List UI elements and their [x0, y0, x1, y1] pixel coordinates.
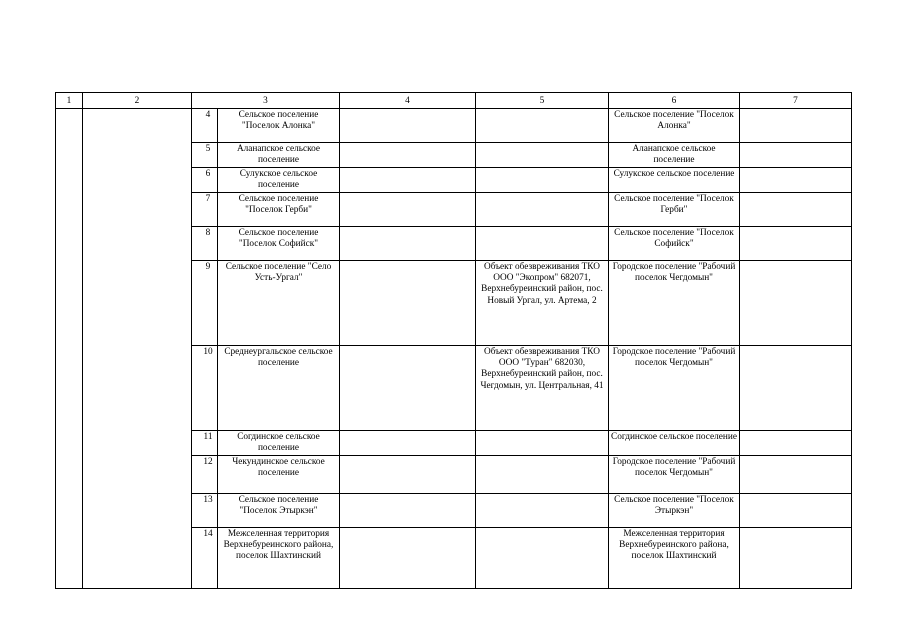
- settlement-name: Согдинское сельское поселение: [218, 431, 340, 456]
- col6-cell: Сельское поселение "Поселок Алонка": [609, 109, 740, 143]
- col2-merged-cell: [83, 109, 192, 589]
- col7-cell: [740, 261, 852, 346]
- row-number: 8: [192, 227, 218, 261]
- col7-cell: [740, 431, 852, 456]
- col6-cell: Городское поселение "Рабочий поселок Чегдомын": [609, 346, 740, 431]
- col7-cell: [740, 193, 852, 227]
- col5-cell: [476, 431, 609, 456]
- col7-cell: [740, 494, 852, 528]
- header-cell-2: 2: [83, 93, 192, 109]
- header-cell-5: 5: [476, 93, 609, 109]
- row-number: 14: [192, 528, 218, 589]
- col7-cell: [740, 109, 852, 143]
- col6-cell: Согдинское сельское поселение: [609, 431, 740, 456]
- col7-cell: [740, 143, 852, 168]
- row-number: 10: [192, 346, 218, 431]
- header-cell-4: 4: [340, 93, 476, 109]
- settlement-name: Аланапское сельское поселение: [218, 143, 340, 168]
- settlement-name: Сельское поселение "Поселок Софийск": [218, 227, 340, 261]
- row-number: 7: [192, 193, 218, 227]
- table-row: [56, 109, 852, 143]
- col5-cell: [476, 528, 609, 589]
- settlement-name: Сельское поселение "Поселок Герби": [218, 193, 340, 227]
- municipal-table: [55, 92, 852, 589]
- row-number: 11: [192, 431, 218, 456]
- col5-cell: [476, 227, 609, 261]
- col4-cell: [340, 143, 476, 168]
- col6-cell: Городское поселение "Рабочий поселок Чегдомын": [609, 261, 740, 346]
- settlement-name: Чекундинское сельское поселение: [218, 456, 340, 494]
- col6-cell: Аланапское сельское поселение: [609, 143, 740, 168]
- row-number: 9: [192, 261, 218, 346]
- col6-cell: Сельское поселение "Поселок Софийск": [609, 227, 740, 261]
- col5-cell: [476, 143, 609, 168]
- row-number: 12: [192, 456, 218, 494]
- settlement-name: Межселенная территория Верхнебуреинского района, поселок Шахтинский: [218, 528, 340, 589]
- col4-cell: [340, 431, 476, 456]
- settlement-name: Сельское поселение "Поселок Алонка": [218, 109, 340, 143]
- col6-cell: Сельское поселение "Поселок Этыркэн": [609, 494, 740, 528]
- header-cell-6: 6: [609, 93, 740, 109]
- col4-cell: [340, 456, 476, 494]
- col6-cell: Городское поселение "Рабочий поселок Чегдомын": [609, 456, 740, 494]
- header-row: [56, 93, 852, 109]
- settlement-name: Среднеургальское сельское поселение: [218, 346, 340, 431]
- col7-cell: [740, 528, 852, 589]
- col5-cell: [476, 109, 609, 143]
- col4-cell: [340, 193, 476, 227]
- col5-cell: [476, 193, 609, 227]
- col4-cell: [340, 109, 476, 143]
- col5-cell: [476, 168, 609, 193]
- col4-cell: [340, 346, 476, 431]
- header-cell-7: 7: [740, 93, 852, 109]
- col6-cell: Межселенная территория Верхнебуреинского района, поселок Шахтинский: [609, 528, 740, 589]
- col4-cell: [340, 261, 476, 346]
- col5-cell: [476, 494, 609, 528]
- row-number: 5: [192, 143, 218, 168]
- col6-cell: Сулукское сельское поселение: [609, 168, 740, 193]
- settlement-name: Сельское поселение "Поселок Этыркэн": [218, 494, 340, 528]
- col1-merged-cell: [56, 109, 83, 589]
- col4-cell: [340, 494, 476, 528]
- col7-cell: [740, 227, 852, 261]
- header-cell-1: 1: [56, 93, 83, 109]
- col4-cell: [340, 168, 476, 193]
- col6-cell: Сельское поселение "Поселок Герби": [609, 193, 740, 227]
- col5-cell: Объект обезвреживания ТКО ООО "Туран" 682030, Верхнебуреинский район, пос. Чегдомын, ул. Центральная, 41: [476, 346, 609, 431]
- row-number: 13: [192, 494, 218, 528]
- col7-cell: [740, 346, 852, 431]
- header-cell-3: 3: [192, 93, 340, 109]
- col5-cell: [476, 456, 609, 494]
- row-number: 4: [192, 109, 218, 143]
- col4-cell: [340, 227, 476, 261]
- settlement-name: Сельское поселение "Село Усть-Ургал": [218, 261, 340, 346]
- col5-cell: Объект обезвреживания ТКО ООО "Экопром" 682071, Верхнебуреинский район, пос. Новый Ургал, ул. Артема, 2: [476, 261, 609, 346]
- row-number: 6: [192, 168, 218, 193]
- settlement-name: Сулукское сельское поселение: [218, 168, 340, 193]
- col7-cell: [740, 168, 852, 193]
- col7-cell: [740, 456, 852, 494]
- col4-cell: [340, 528, 476, 589]
